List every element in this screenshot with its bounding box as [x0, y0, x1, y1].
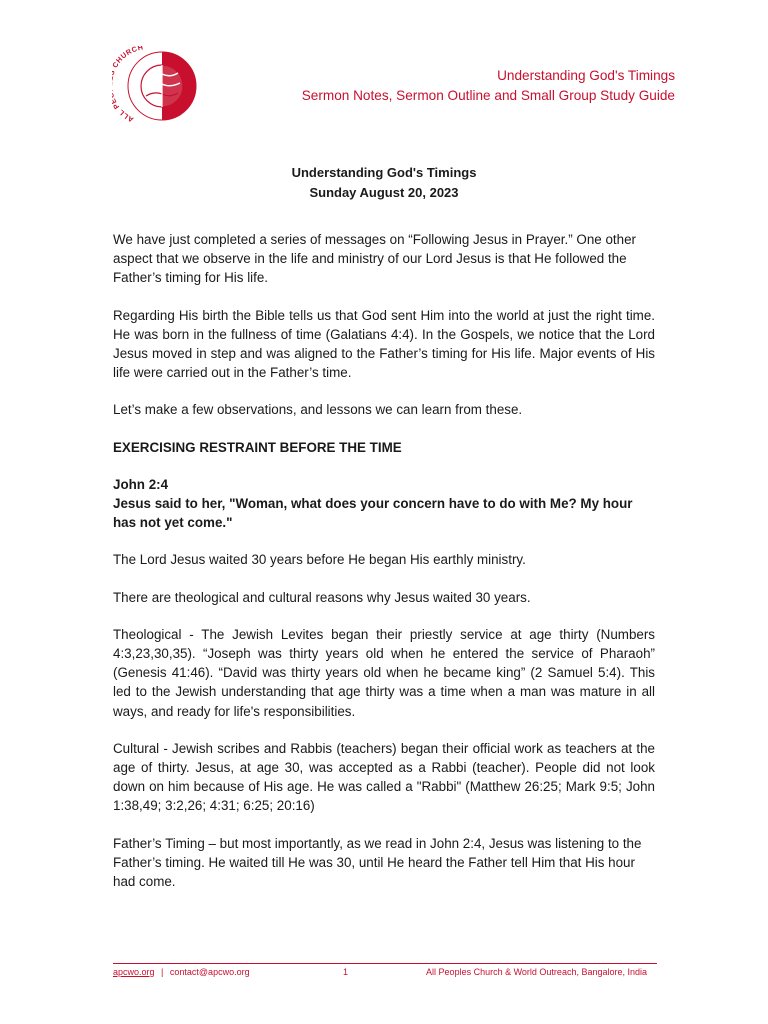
email-address: contact@apcwo.org — [169, 967, 250, 977]
footer-divider — [113, 963, 657, 964]
title-line: Understanding God's Timings — [291, 165, 477, 180]
paragraph-theological: Theological - The Jewish Levites began their priestly service at age thirty (Numbers 4:3,23,30,35). “Joseph was thirty years old when he entered the service of Pharaoh” (Genesis 41:46). “David was thirty years old when he became king” (2 Samuel 5:4). This led to the Jewish understanding that age thirty was a time when a man was mature in all ways, and ready for life's responsibilities. — [113, 626, 655, 719]
church-logo — [112, 46, 198, 126]
paragraph-fathers-timing: Father’s Timing – but most importantly, as we read in John 2:4, Jesus was listening to the Father’s timing. He waited till He was 30, until He heard the Father tell Him that His hour had come. — [113, 835, 642, 890]
svg-text:ALL PEOPLES CHURCH: ALL HURCH — [113, 46, 145, 125]
paragraph-observations: Let’s make a few observations, and lessons we can learn from these. — [113, 402, 523, 418]
document-header — [302, 66, 675, 106]
date-line: Sunday August 20, 2023 — [309, 184, 459, 200]
paragraph-cultural: Cultural - Jewish scribes and Rabbis (teachers) began their official work as teachers at the age of thirty. Jesus, at age 30, was accepted as a Rabbi (teacher). People did not look down on him because of His age. He was called a "Rabbi" (Matthew 26:25; Mark 9:5; John 1:38,49; 3:2,26; 4:31; 6:25; 20:16) — [113, 740, 655, 814]
paragraph-intro: We have just completed a series of messages on “Following Jesus in Prayer.” One other aspect that we observe in the life and ministry of our Lord Jesus is that He followed the Father’s timing for His life. — [113, 232, 636, 286]
sermon-body — [113, 230, 655, 909]
document-title — [0, 163, 768, 202]
scripture-reference: John 2:4 — [113, 476, 169, 492]
header-title: Understanding God's Timings — [497, 68, 675, 83]
website-link[interactable]: apcwo.org — [113, 967, 155, 977]
paragraph-waited: The Lord Jesus waited 30 years before He began His earthly ministry. — [113, 552, 526, 568]
footer-contact — [113, 966, 250, 978]
scripture-block — [113, 475, 655, 533]
paragraph-birth: Regarding His birth the Bible tells us that God sent Him into the world at just the right time. He was born in the fullness of time (Galatians 4:4). In the Gospels, we notice that the Lord Jesus moved in step and was aligned to the Father’s timing for His life. Major events of His life were carried out in the Father’s time. — [113, 307, 655, 381]
section-heading: EXERCISING RESTRAINT BEFORE THE TIME — [113, 439, 402, 455]
footer-separator: | — [161, 967, 164, 977]
organization-name: All Peoples Church & World Outreach, Bangalore, India — [426, 967, 647, 977]
page-number: 1 — [343, 967, 349, 977]
scripture-text: Jesus said to her, "Woman, what does your concern have to do with Me? My hour has not yet come." — [113, 496, 633, 531]
paragraph-reasons: There are theological and cultural reasons why Jesus waited 30 years. — [113, 589, 531, 605]
header-subtitle: Sermon Notes, Sermon Outline and Small Group Study Guide — [301, 88, 675, 103]
